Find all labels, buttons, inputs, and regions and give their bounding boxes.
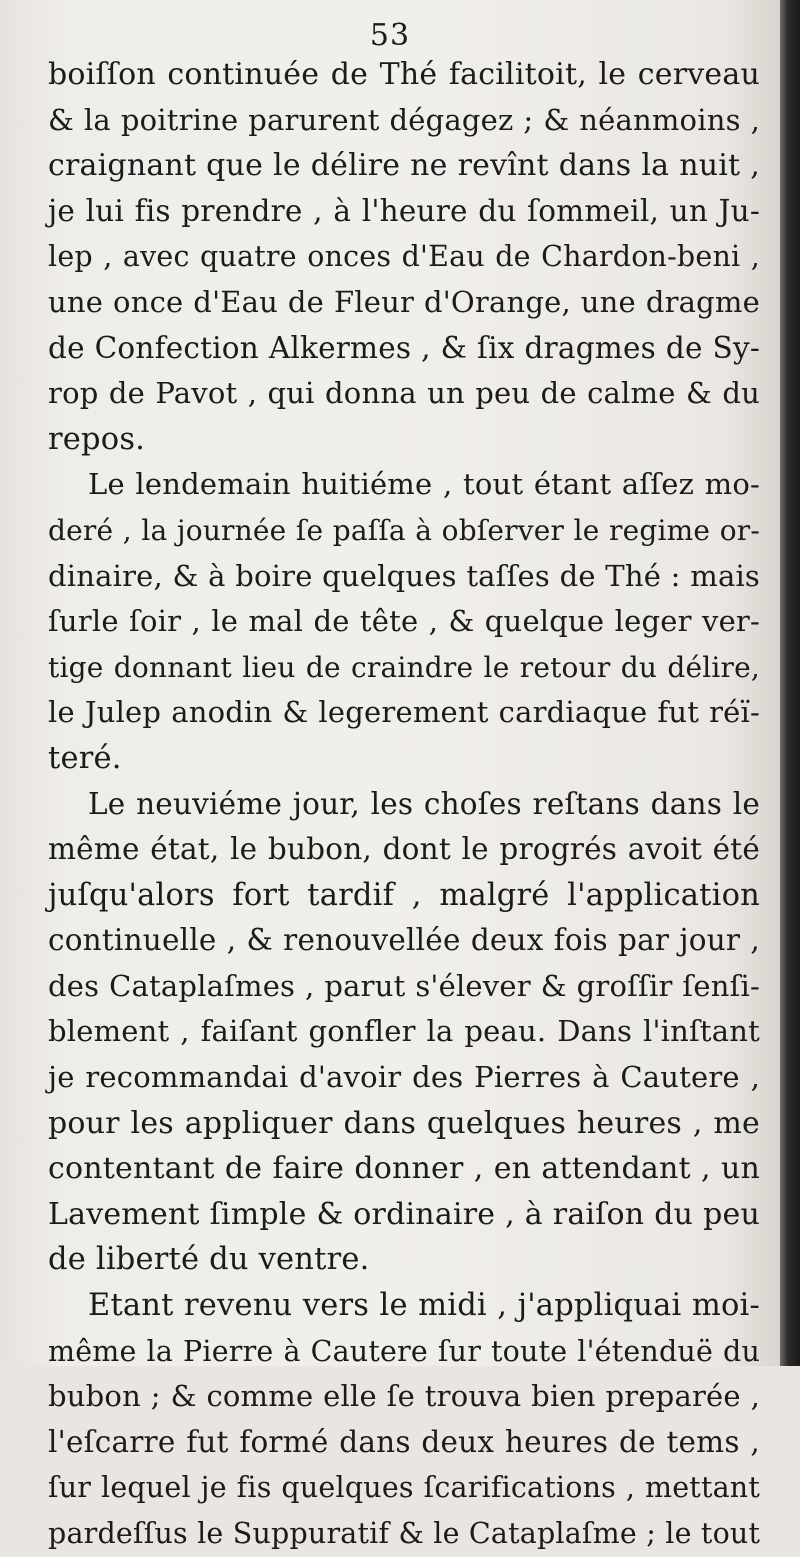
text-line: une once d'Eau de Fleur d'Orange, une dragme bbox=[48, 284, 760, 319]
text-line: bubon ; & comme elle ſe trouva bien preparée , bbox=[48, 1379, 760, 1414]
text-line: repos. bbox=[48, 421, 146, 457]
text-line: deré , la journée ſe paſſa à obſerver le regime or- bbox=[48, 513, 760, 547]
body-text bbox=[48, 52, 760, 1557]
text-line: même la Pierre à Cautere ſur toute l'étenduë du bbox=[48, 1334, 760, 1368]
text-line: dinaire, & à boire quelques taſſes de Thé : mais bbox=[48, 558, 760, 593]
text-line: lep , avec quatre onces d'Eau de Chardon-beni , bbox=[48, 240, 760, 274]
text-line: pour les appliquer dans quelques heures , me bbox=[48, 1105, 760, 1141]
book-spine-shadow bbox=[780, 0, 800, 1366]
text-line: pardeſſus le Suppuratif & le Cataplaſme ; le tout bbox=[48, 1517, 761, 1550]
text-line: de liberté du ventre. bbox=[48, 1242, 370, 1278]
text-line: teré. bbox=[48, 740, 122, 776]
text-line: Le lendemain huitiéme , tout étant aſſez mo- bbox=[88, 467, 760, 502]
text-line: même état, le bubon, dont le progrés avoit été bbox=[48, 832, 760, 867]
text-line: Lavement ſimple & ordinaire , à raiſon du peu bbox=[48, 1196, 760, 1232]
text-line: continuelle , & renouvellée deux fois par jour , bbox=[48, 923, 760, 958]
text-line: ſur lequel je fis quelques ſcarifications , mettant bbox=[48, 1471, 760, 1505]
text-line: rop de Pavot , qui donna un peu de calme & du bbox=[48, 376, 760, 411]
text-line: juſqu'alors fort tardif , malgré l'application bbox=[48, 877, 760, 913]
text-line: ſurle ſoir , le mal de tête , & quelque leger ver- bbox=[48, 604, 760, 639]
text-line: l'eſcarre fut formé dans deux heures de tems , bbox=[48, 1424, 760, 1459]
text-line: des Cataplaſmes , parut s'élever & groſſir ſenſi- bbox=[48, 968, 760, 1003]
text-line: je recommandai d'avoir des Pierres à Cautere , bbox=[48, 1060, 760, 1095]
text-line: le Julep anodin & legerement cardiaque fut réï- bbox=[48, 695, 760, 730]
page-number: 53 bbox=[369, 18, 411, 53]
text-line: Etant revenu vers le midi , j'appliquai moi- bbox=[88, 1288, 760, 1324]
text-line: de Confection Alkermes , & ſix dragmes de Sy- bbox=[48, 330, 760, 365]
text-line: blement , faiſant gonfler la peau. Dans l'inſtant bbox=[48, 1014, 760, 1049]
text-line: je lui fis prendre , à l'heure du ſommeil, un Ju- bbox=[48, 193, 760, 228]
text-line: boiſſon continuée de Thé facilitoit, le cerveau bbox=[48, 57, 760, 92]
text-line: contentant de faire donner , en attendant , un bbox=[48, 1151, 760, 1187]
text-line: craignant que le délire ne revînt dans la nuit , bbox=[48, 148, 760, 184]
text-line: Le neuviéme jour, les choſes reſtans dans le bbox=[88, 786, 760, 821]
text-line: tige donnant lieu de craindre le retour du délire, bbox=[48, 650, 760, 684]
text-line: & la poitrine parurent dégagez ; & néanmoins , bbox=[48, 102, 760, 137]
